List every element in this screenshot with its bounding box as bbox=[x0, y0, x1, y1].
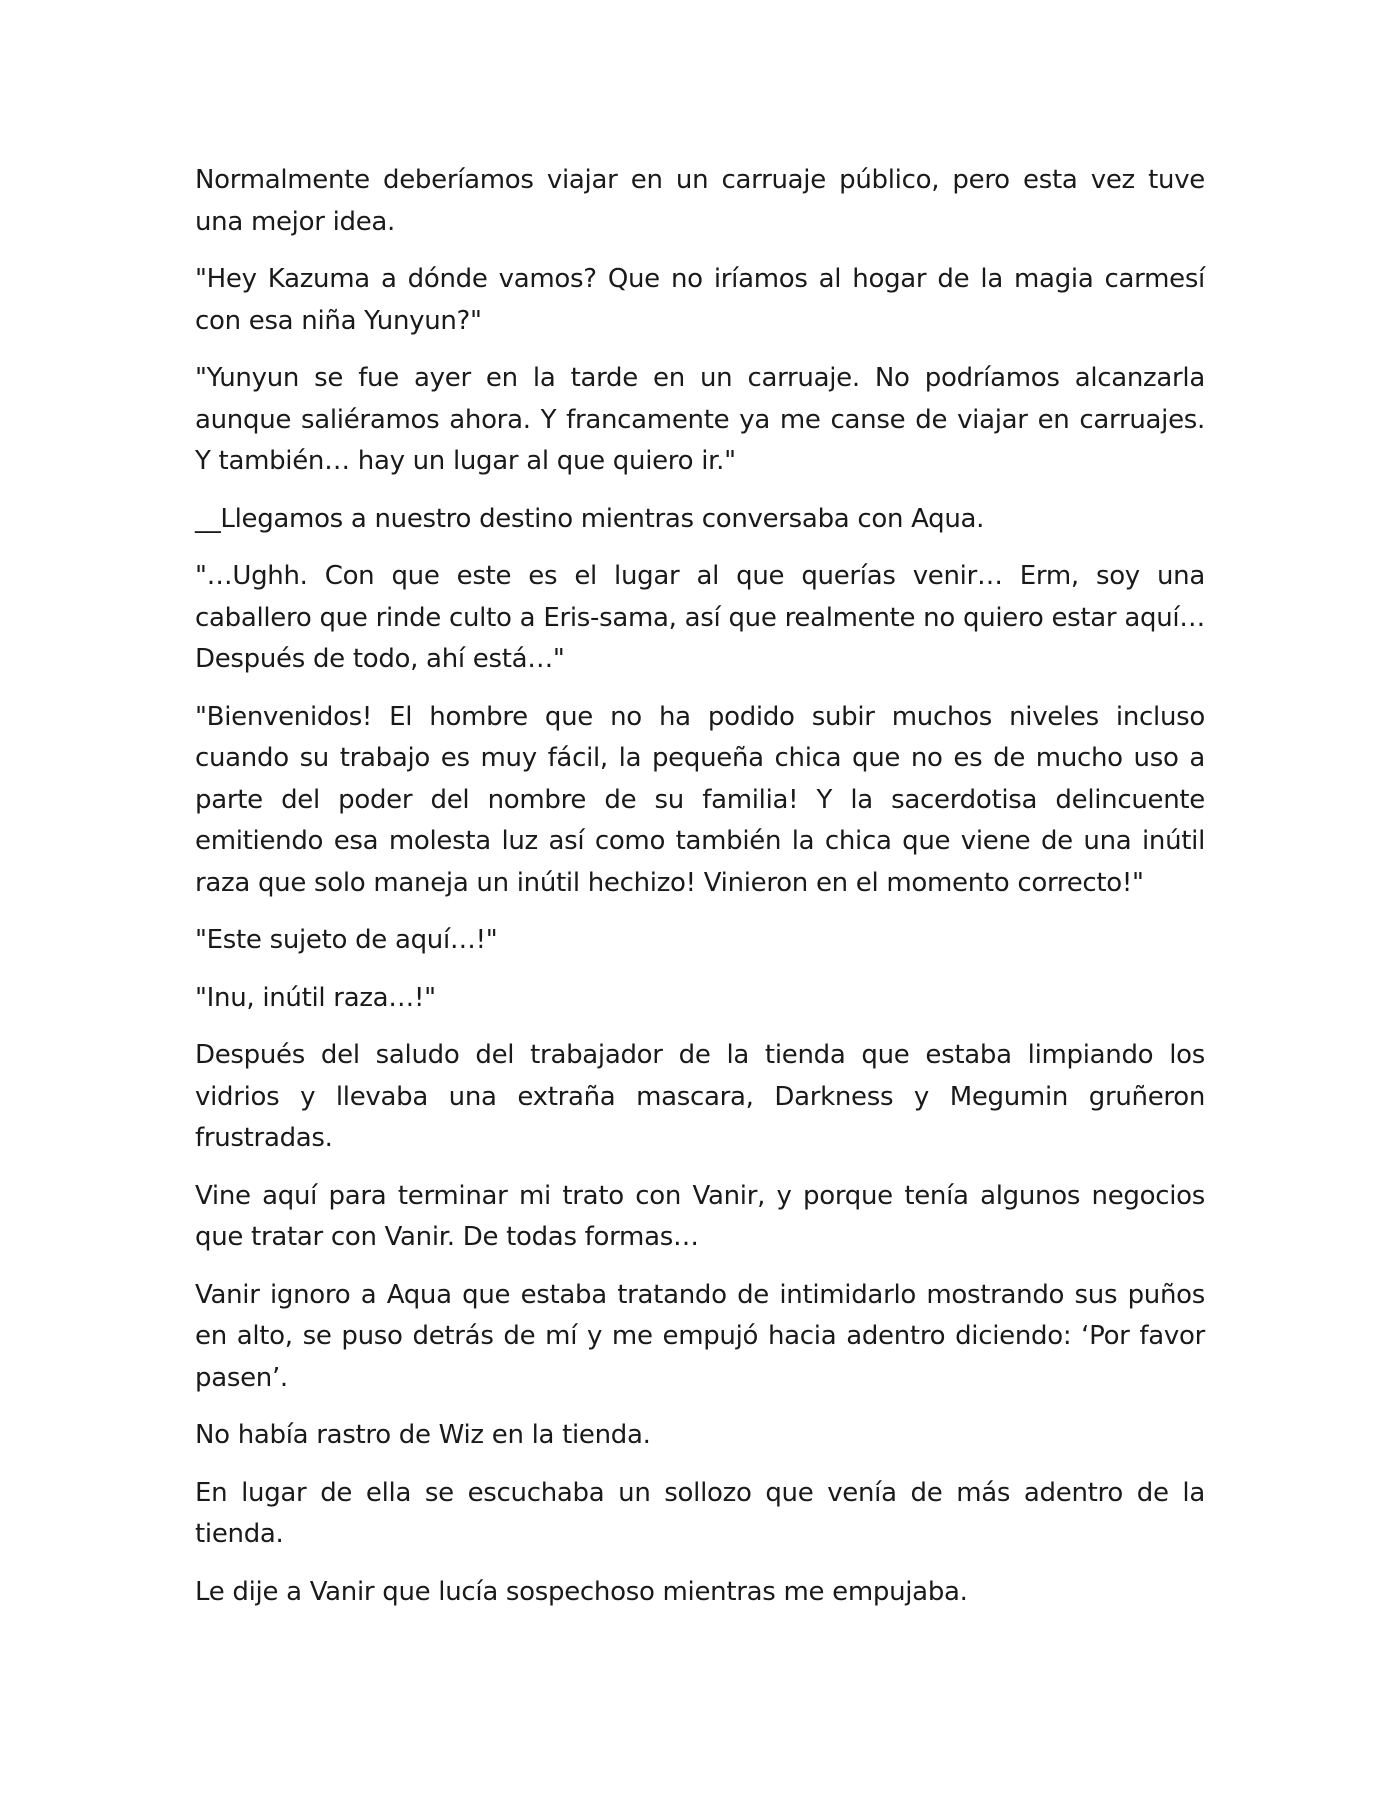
document-body bbox=[195, 160, 1205, 1629]
paragraph: Le dije a Vanir que lucía sospechoso mientras me empujaba. bbox=[195, 1576, 968, 1607]
paragraph: "Hey Kazuma a dónde vamos? Que no iríamos al hogar de la magia carmesí con esa niña Yunyun?" bbox=[195, 264, 1205, 336]
paragraph: Después del saludo del trabajador de la tienda que estaba limpiando los vidrios y llevaba una extraña mascara, Darkness y Megumin gruñeron frustradas. bbox=[195, 1040, 1205, 1153]
paragraph: Vine aquí para terminar mi trato con Vanir, y porque tenía algunos negocios que tratar con Vanir. De todas formas… bbox=[195, 1180, 1205, 1252]
paragraph: "Inu, inútil raza…!" bbox=[195, 982, 436, 1013]
paragraph: "Bienvenidos! El hombre que no ha podido subir muchos niveles incluso cuando su trabajo es muy fácil, la pequeña chica que no es de mucho uso a parte del poder del nombre de su familia! Y la sacerdotisa delincuente emitiendo esa molesta luz así como también la chica que viene de una inútil raza que solo maneja un inútil hechizo! Vinieron en el momento correcto!" bbox=[195, 701, 1205, 898]
paragraph: Vanir ignoro a Aqua que estaba tratando de intimidarlo mostrando sus puños en alto, se puso detrás de mí y me empujó hacia adentro diciendo: ‘Por favor pasen’. bbox=[195, 1279, 1205, 1393]
paragraph: No había rastro de Wiz en la tienda. bbox=[195, 1420, 651, 1450]
paragraph: En lugar de ella se escuchaba un sollozo que venía de más adentro de la tienda. bbox=[195, 1477, 1205, 1549]
paragraph: "Yunyun se fue ayer en la tarde en un carruaje. No podríamos alcanzarla aunque saliéramos ahora. Y francamente ya me canse de viajar en carruajes. Y también… hay un lugar al que quiero ir." bbox=[195, 363, 1205, 476]
paragraph: "Este sujeto de aquí…!" bbox=[195, 925, 498, 955]
paragraph: __Llegamos a nuestro destino mientras conversaba con Aqua. bbox=[195, 503, 985, 534]
paragraph: "…Ughh. Con que este es el lugar al que querías venir… Erm, soy una caballero que rinde culto a Eris-sama, así que realmente no quiero estar aquí… Después de todo, ahí está…" bbox=[195, 561, 1205, 674]
paragraph: Normalmente deberíamos viajar en un carruaje público, pero esta vez tuve una mejor idea. bbox=[195, 165, 1205, 237]
